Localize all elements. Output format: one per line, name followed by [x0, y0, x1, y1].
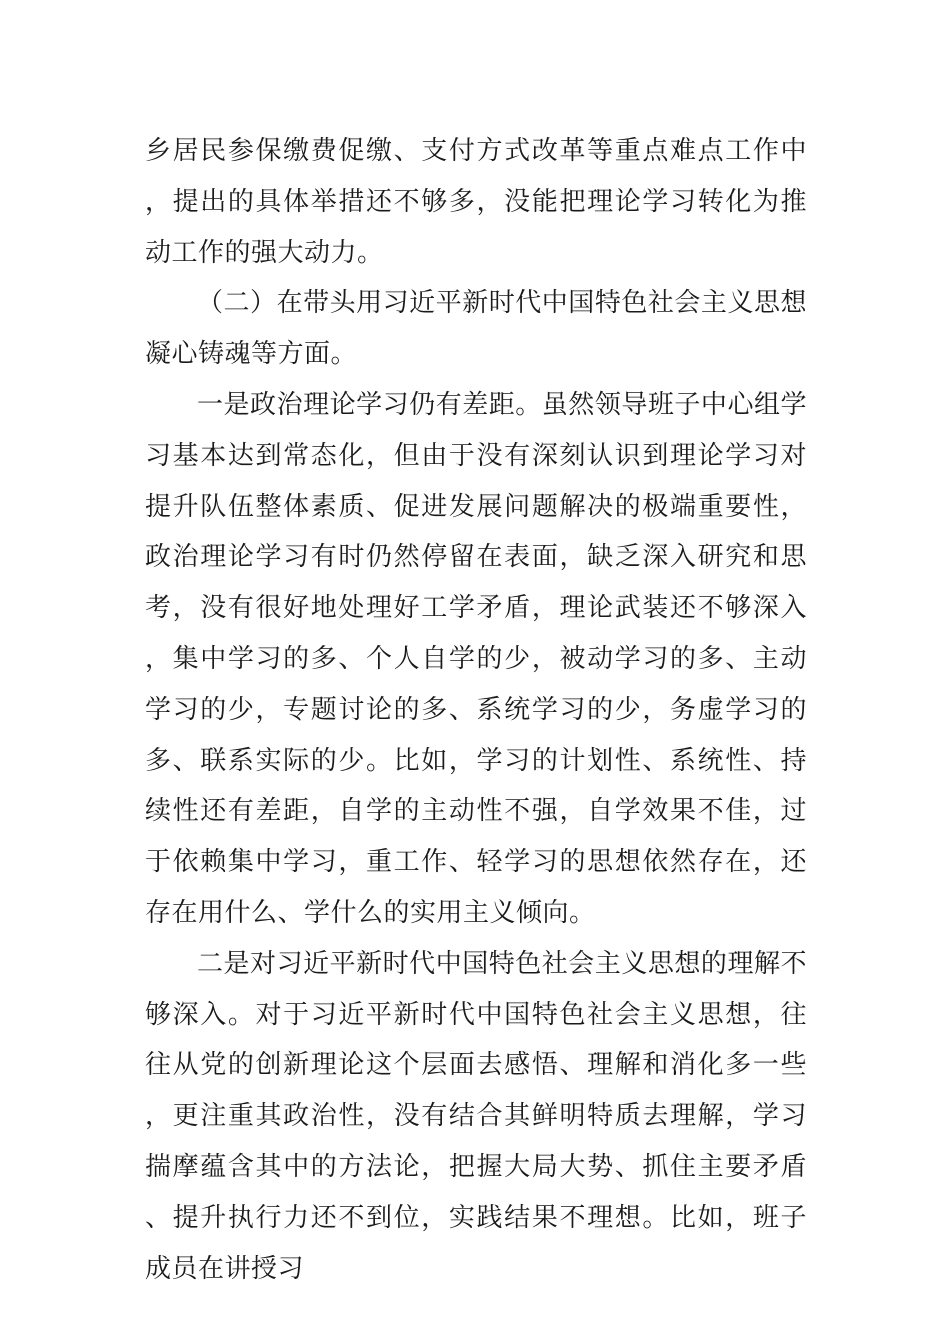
- document-page: [145, 126, 807, 1294]
- paragraph-continuation: 乡居民参保缴费促缴、支付方式改革等重点难点工作中，提出的具体举措还不够多，没能把理论学习转化为推动工作的强大动力。: [145, 136, 807, 268]
- paragraph-theory-study: 一是政治理论学习仍有差距。虽然领导班子中心组学习基本达到常态化，但由于没有深刻认识到理论学习对提升队伍整体素质、促进发展问题解决的极端重要性，政治理论学习有时仍然停留在表面，缺乏深入研究和思考，没有很好地处理好工学矛盾，理论武装还不够深入，集中学习的多、个人自学的少，被动学习的多、主动学习的少，专题讨论的多、系统学习的少，务虚学习的多、联系实际的少。比如，学习的计划性、系统性、持续性还有差距，自学的主动性不强，自学效果不佳，过于依赖集中学习，重工作、轻学习的思想依然存在，还存在用什么、学什么的实用主义倾向。: [145, 389, 807, 928]
- section-heading: （二）在带头用习近平新时代中国特色社会主义思想凝心铸魂等方面。: [145, 288, 807, 370]
- paragraph-understanding: 二是对习近平新时代中国特色社会主义思想的理解不够深入。对于习近平新时代中国特色社会主义思想，往往从党的创新理论这个层面去感悟、理解和消化多一些，更注重其政治性，没有结合其鲜明特质去理解，学习揣摩蕴含其中的方法论，把握大局大势、抓住主要矛盾、提升执行力还不到位，实践结果不理想。比如，班子成员在讲授习: [145, 948, 807, 1284]
